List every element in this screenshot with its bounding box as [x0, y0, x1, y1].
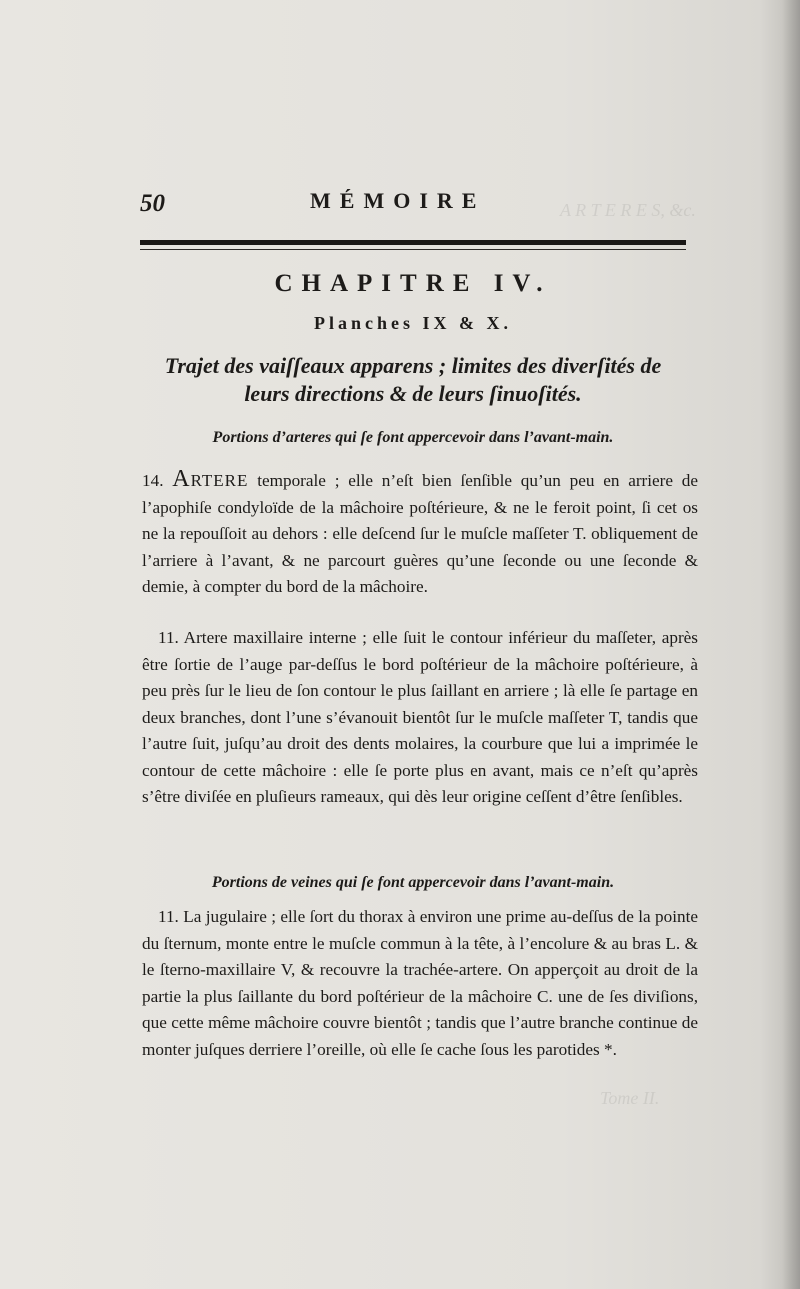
paragraph-jugular-vein — [142, 904, 698, 1063]
paragraph-number: 11. — [158, 628, 179, 647]
chapter-title: CHAPITRE IV. — [274, 270, 552, 297]
paragraph-maxillary-artery — [142, 625, 698, 811]
paragraph-text: temporale ; elle n’eſt bien ſenſible qu’un peu en arriere de l’apophiſe condyloïde de la mâchoire poſtérieure, & ne le feroit point, ſi cet os ne la repouſſoit au dehors : elle deſcend ſur le muſcle maſſeter T. obliquement de l’arriere à l’avant, & ne parcourt guères qu’une ſeconde ou une ſeconde & demie, à compter du bord de la mâchoire. — [142, 471, 699, 596]
running-head — [140, 186, 686, 216]
bleed-through-text: Tome II. — [600, 1088, 660, 1108]
paragraph-text: La jugulaire ; elle ſort du thorax à environ une prime au-deſſus de la pointe du ſternum, monte entre le muſcle commun à la tête, à l’encolure & au bras L. & le ſterno-maxillaire V, & recouvre la trachée-artere. On apperçoit au droit de la partie la plus ſaillante du bord poſtérieur de la mâchoire C. une de ſes diviſions, que cette même mâchoire couvre bientôt ; tandis que l’autre branche continue de monter juſques derriere l’oreille, où elle ſe cache ſous les parotides *. — [142, 907, 699, 1059]
running-title: MÉMOIRE — [310, 188, 486, 213]
paragraph-temporal-artery — [142, 466, 698, 601]
paragraph-number: 14. — [142, 471, 164, 490]
plates-heading: Planches IX & X. — [314, 313, 512, 333]
header-rule-thin — [140, 249, 686, 250]
paragraph-number: 11. — [158, 907, 179, 926]
paragraph-text: Artere maxillaire interne ; elle ſuit le contour inférieur du maſſeter, après être ſortie de l’auge par-deſſus le bord poſtérieur de la mâchoire poſtérieure, à peu près ſur le lieu de ſon contour le plus ſaillant en arriere ; là elle ſe partage en deux branches, dont l’une s’évanouit bientôt ſur le muſcle maſſeter T, tandis que l’autre ſuit, juſqu’au droit des dents molaires, la courbure que lui a imprimée le contour de cette mâchoire : elle ſe porte plus en avant, mais ce n’eſt qu’après s’être diviſée en pluſieurs rameaux, qui dès leur origine ceſſent d’être ſenſibles. — [142, 628, 698, 806]
paragraph-lead-word: Artere — [172, 466, 249, 492]
subsection-heading-veins: Portions de veines qui ſe font appercevoir dans l’avant-main. — [211, 874, 615, 891]
header-rule-thick — [140, 240, 686, 245]
page-number: 50 — [140, 190, 165, 217]
page-edge-shadow — [782, 0, 800, 1289]
bleed-through-text: A R T E R E S, &c. — [560, 200, 696, 220]
subsection-heading-arteries: Portions d’arteres qui ſe font appercevoir dans l’avant-main. — [212, 429, 614, 446]
section-title: Trajet des vaiſſeaux apparens ; limites des diverſités de leurs directions & de leurs ſinuoſités. — [164, 353, 662, 406]
